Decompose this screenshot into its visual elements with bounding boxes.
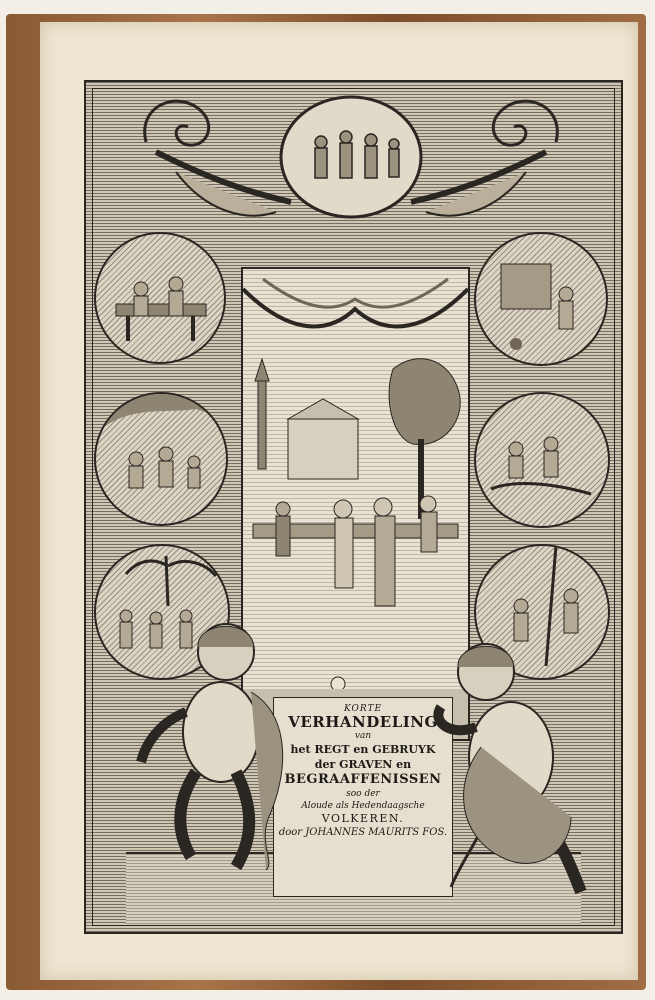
- title-der-graven: der GRAVEN en: [314, 758, 412, 771]
- title-soo-der: soo der: [346, 789, 380, 799]
- title-korte: KORTE: [343, 704, 383, 714]
- title-volkeren: VOLKEREN.: [321, 812, 405, 825]
- title-author-line: door JOHANNES MAURITS FOS.: [278, 827, 448, 838]
- title-verhandeling: VERHANDELING: [288, 713, 438, 731]
- left-putto-figure: [136, 612, 296, 872]
- medallion-left-top: [94, 232, 226, 364]
- top-scroll-ornament: [116, 82, 586, 232]
- title-begraaffenissen: BEGRAAFFENISSEN: [284, 772, 442, 787]
- medallion-left-middle: [94, 392, 228, 526]
- title-regt-line: het REGT en GEBRUYK: [290, 743, 436, 756]
- medallion-right-middle: [474, 392, 610, 528]
- title-van: van: [354, 731, 372, 741]
- right-putto-figure: [421, 627, 601, 897]
- engraved-plate: [84, 80, 623, 934]
- medallion-right-top: [474, 232, 608, 366]
- title-aloude-line: Aloude als Hedendaagsche: [301, 801, 425, 811]
